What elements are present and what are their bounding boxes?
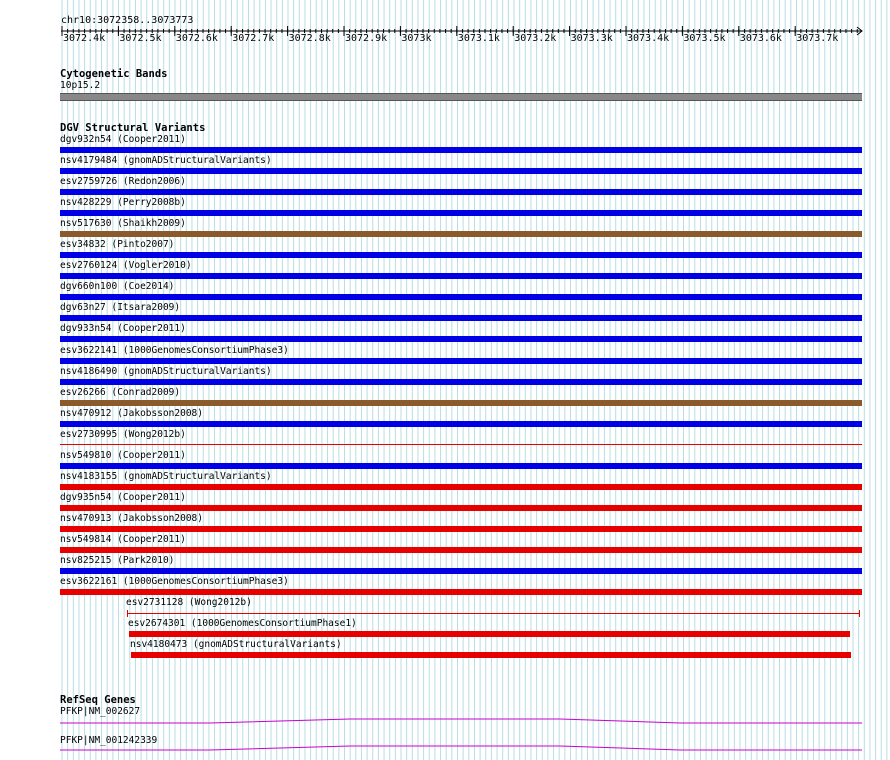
refseq-gene-intron-line[interactable] [60,744,862,752]
dgv-feature-bar[interactable] [60,484,862,490]
dgv-feature-bar[interactable] [131,652,851,658]
ruler-tick-label: 3073k [401,33,432,44]
dgv-feature-bar[interactable] [60,147,862,153]
dgv-feature-bar[interactable] [60,463,862,469]
dgv-feature-label[interactable]: esv2674301 (1000GenomesConsortiumPhase1) [128,618,357,630]
dgv-feature-label[interactable]: nsv4183155 (gnomADStructuralVariants) [60,470,272,482]
cytoband-track-title[interactable]: Cytogenetic Bands [60,68,168,80]
dgv-feature-label[interactable]: nsv549810 (Cooper2011) [60,449,186,461]
dgv-feature-bar[interactable] [127,613,860,614]
dgv-feature-bar[interactable] [60,547,862,553]
dgv-feature-label[interactable]: nsv470913 (Jakobsson2008) [60,512,203,524]
ruler-tick-label: 3073.3k [570,33,613,44]
dgv-feature-label[interactable]: dgv63n27 (Itsara2009) [60,302,181,314]
ruler-tick-label: 3073.6k [739,33,782,44]
refseq-gene-intron-line[interactable] [60,717,862,725]
dgv-feature-bar[interactable] [60,589,862,595]
ruler-tick-label: 3072.4k [63,33,106,44]
dgv-feature-label[interactable]: nsv470912 (Jakobsson2008) [60,407,203,419]
ruler-tick-label: 3072.9k [345,33,388,44]
dgv-feature-bar[interactable] [60,294,862,300]
cytoband-bar[interactable] [60,93,862,101]
ruler-tick-label: 3072.6k [175,33,218,44]
dgv-feature-label[interactable]: esv26266 (Conrad2009) [60,386,181,398]
dgv-feature-label[interactable]: dgv932n54 (Cooper2011) [60,134,186,145]
ruler-tick-label: 3072.7k [232,33,275,44]
dgv-feature-bar[interactable] [60,315,862,321]
dgv-feature-bar[interactable] [60,400,862,406]
coordinate-ruler[interactable] [0,0,890,45]
dgv-feature-bar[interactable] [60,505,862,511]
dgv-feature-label[interactable]: nsv825215 (Park2010) [60,555,175,566]
location-label: chr10:3072358..3073773 [61,15,194,26]
dgv-feature-label[interactable]: esv2730995 (Wong2012b) [60,428,186,440]
dgv-feature-label[interactable]: dgv935n54 (Cooper2011) [60,491,186,503]
dgv-feature-bar[interactable] [60,273,862,279]
dgv-feature-bar[interactable] [60,252,862,258]
dgv-feature-label[interactable]: nsv517630 (Shaikh2009) [60,218,186,230]
dgv-feature-label[interactable]: esv2760124 (Vogler2010) [60,260,192,272]
dgv-feature-label[interactable]: nsv428229 (Perry2008b) [60,197,186,209]
dgv-feature-label[interactable]: dgv660n100 (Coe2014) [60,281,175,293]
ruler-tick-label: 3073.2k [514,33,557,44]
dgv-feature-label[interactable]: nsv4179484 (gnomADStructuralVariants) [60,155,272,167]
dgv-feature-bar[interactable] [60,210,862,216]
dgv-feature-label[interactable]: dgv933n54 (Cooper2011) [60,323,186,335]
cytoband-label[interactable]: 10p15.2 [60,80,101,91]
dgv-feature-label[interactable]: esv2731128 (Wong2012b) [126,597,252,609]
dgv-feature-label[interactable]: esv2759726 (Redon2006) [60,176,186,188]
refseq-gene-label[interactable]: PFKP|NM_002627 [60,706,141,717]
ruler-tick-label: 3073.4k [627,33,670,44]
dgv-feature-bar[interactable] [60,168,862,174]
dgv-feature-label[interactable]: esv3622161 (1000GenomesConsortiumPhase3) [60,576,289,588]
dgv-feature-bar[interactable] [60,568,862,574]
dgv-feature-bar[interactable] [60,526,862,532]
refseq-gene-label[interactable]: PFKP|NM_001242339 [60,735,158,746]
ruler-tick-label: 3073.7k [796,33,839,44]
refseq-track-title[interactable]: RefSeq Genes [60,694,136,706]
dgv-track-title[interactable]: DGV Structural Variants [60,122,206,134]
dgv-feature-bar[interactable] [60,379,862,385]
dgv-feature-bar[interactable] [60,189,862,195]
dgv-feature-bar[interactable] [129,631,850,637]
ruler-tick-label: 3072.8k [288,33,331,44]
ruler-tick-label: 3073.1k [457,33,500,44]
dgv-feature-bar[interactable] [60,444,862,445]
dgv-feature-bar[interactable] [60,336,862,342]
ruler-tick-label: 3072.5k [119,33,162,44]
dgv-feature-label[interactable]: nsv549814 (Cooper2011) [60,533,186,545]
ruler-tick-label: 3073.5k [683,33,726,44]
dgv-feature-bar[interactable] [60,358,862,364]
dgv-feature-label[interactable]: esv34832 (Pinto2007) [60,239,175,251]
dgv-feature-label[interactable]: nsv4186490 (gnomADStructuralVariants) [60,365,272,377]
dgv-feature-bar[interactable] [60,231,862,237]
dgv-feature-label[interactable]: esv3622141 (1000GenomesConsortiumPhase3) [60,344,289,356]
dgv-feature-label[interactable]: nsv4180473 (gnomADStructuralVariants) [130,639,342,651]
dgv-feature-bar[interactable] [60,421,862,427]
